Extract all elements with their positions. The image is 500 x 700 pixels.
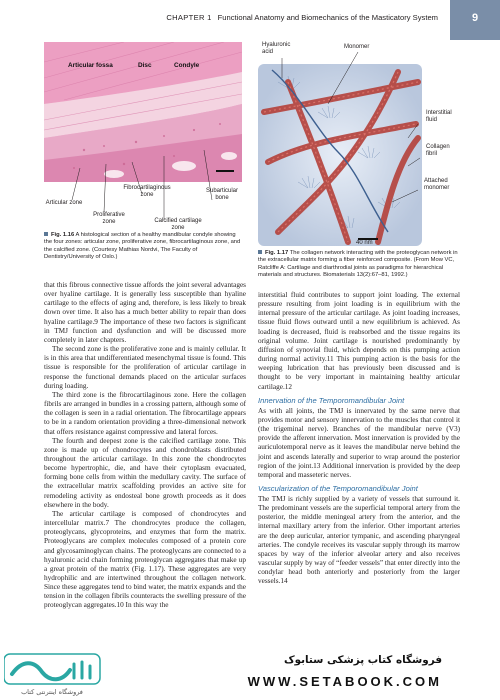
paragraph: The TMJ is richly supplied by a variety of vessels that surround it. The predominant vessels are the superficial temporal artery from the posterior, the middle meningeal artery from the anterior, and the internal maxillary artery from the inferior. Other important arteries are the deep auricular, anterior tympanic, and ascending pharyngeal arteries. The condyle receives its vascular supply through its marrow spaces by way of the inferior alveolar artery and also receives vascular supply by way of “feeder vessels” that enter directly into the condylar head both anteriorly and posteriorly from the larger vessels.14	[258, 494, 460, 586]
chapter-label: CHAPTER 1	[166, 13, 212, 22]
setabook-logo[interactable]	[4, 652, 104, 696]
paragraph: As with all joints, the TMJ is innervated by the same nerve that provides motor and sensory innervation to the muscles that control it (the trigeminal nerve). Branches of the mandibular nerve (V3) provide the afferent innervation. Most innervation is provided by the auriculotemporal nerve as it leaves the mandibular nerve behind the joint and ascends laterally and superior to wrap around the posterior region of the joint.13 Additional innervation is provided by the deep temporal and masseteric nerves.	[258, 406, 460, 479]
label-articular-fossa: Articular fossa	[68, 62, 113, 69]
paragraph: The articular cartilage is composed of chondrocytes and intercellular matrix.7 The chondrocytes produce the collagen, proteoglycans, glycoproteins, and enzymes that form the matrix. Proteoglycans are complex molecules composed of a protein core and glycosaminoglycan chains. The proteoglycans are connected to a hyaluronic acid chain forming proteoglycan aggregates that make up a great protein of the matrix (Fig. 1.17). These aggregates are very hydrophilic and are intertwined throughout the collagen network. Since these aggregates tend to bind water, the matrix expands and the tension in the collagen fibrils counteracts the swelling pressure of the proteoglycan aggregates.10 In this way the	[44, 509, 246, 610]
callout-proliferative-zone: Proliferative zone	[93, 212, 125, 225]
figure-1-17-caption	[258, 250, 458, 280]
callout-hyaluronic-acid-text: Hyaluronic acid	[262, 42, 291, 55]
label-condyle: Condyle	[174, 62, 200, 69]
watermark-footer	[0, 646, 500, 700]
caption-text: The collagen network interacting with the proteoglycan network in the extracellular matrix forming a fiber reinforced composite. (From Mow VC, Ratcliffe A: Cartilage and diarthrodial joints as paradigms for hierarchical materials and structures. Biomaterials 13(2):67–81, 1992.)	[258, 250, 458, 279]
caption-text: A histological section of a healthy mandibular condyle showing the four zones: articular zone, proliferative zone, fibrocartilaginous zone, and the calcified zone. (Courtesy Mathias Nordvi, The Faculty of Dentistry/University of Oslo.)	[44, 232, 241, 261]
page-number: 9	[450, 0, 500, 40]
figure-1-16-caption	[44, 232, 244, 262]
caption-label: Fig. 1.16	[51, 232, 75, 238]
callout-attached-monomer: Attached monomer	[424, 178, 450, 191]
left-text-column	[44, 281, 246, 611]
running-head	[166, 13, 438, 22]
paragraph: that this fibrous connective tissue affords the joint several advantages over hyaline cartilage. It is generally less susceptible than hyaline cartilage to the effects of aging and, therefore, is less likely to break down over time. It also has a much better ability to repair than does hyaline cartilage.9 The importance of these two factors is significant in TMJ function and dysfunction and will be discussed more completely in later chapters.	[44, 281, 246, 344]
callout-articular-zone: Articular zone	[45, 200, 83, 206]
paragraph: The second zone is the proliferative zone and is mainly cellular. It is in this area that undifferentiated mesenchymal tissue is found. This tissue is responsible for the proliferation of articular cartilage in response the functional demands placed on the articular surfaces during loading.	[44, 345, 246, 390]
logo-subtext: فروشگاه اینترنتی کتاب	[21, 688, 83, 696]
caption-label: Fig. 1.17	[265, 250, 289, 256]
site-url-link[interactable]: WWW.SETABOOK.COM	[247, 674, 442, 689]
callout-hyaluronic-acid	[262, 42, 296, 56]
label-disc: Disc	[138, 62, 152, 69]
paragraph: The third zone is the fibrocartilaginous zone. Here the collagen fibrils are arranged in bundles in a crossing pattern, although some of the collagen is seen in a radial orientation. The fibrocartilage appears to be in a random orientation providing a three-dimensional network that offers resistance against compressive and lateral forces.	[44, 390, 246, 436]
right-text-column	[258, 291, 460, 587]
page-header	[0, 0, 500, 40]
caption-bullet-icon	[258, 250, 262, 254]
figure-1-16	[44, 42, 244, 234]
caption-bullet-icon	[44, 232, 48, 236]
callout-collagen-fibril: Collagen fibril	[426, 144, 450, 157]
store-title: فروشگاه کتاب پزشکی ستابوک	[283, 654, 442, 666]
callout-scale-bar: 40 nm	[356, 240, 373, 246]
callout-interstitial-fluid: Interstitial fluid	[426, 110, 452, 123]
paragraph: interstitial fluid contributes to support joint loading. The external pressure resulting from joint loading is in equilibrium with the internal pressure of the articular cartilage. As joint loading increases, tissue fluid flows outward until a new equilibrium is achieved. As loading is decreased, fluid is reabsorbed and the tissue regains its original volume. Joint cartilage is nourished predominantly by diffusion of synovial fluid, which depends on this pumping action during normal activity.11 This pumping action is the basis for the weeping lubrication that has previously been discussed and is thought to be very important in maintaining healthy articular cartilage.12	[258, 291, 460, 391]
chapter-title: Functional Anatomy and Biomechanics of the Masticatory System	[217, 13, 438, 22]
callout-fibrocartilaginous-zone: Fibrocartilaginous zone	[123, 185, 171, 198]
section-heading: Vascularization of the Temporomandibular Joint	[258, 483, 418, 493]
logo-icon	[4, 652, 104, 696]
paragraph: The fourth and deepest zone is the calcified cartilage zone. This zone is made up of chondrocytes and chondroblasts distributed throughout the articular cartilage. In this zone the chondrocytes become hypertrophic, die, and have their cytoplasm evacuated, forming bone cells from within the medullary cavity. The surface of the extracellular matrix scaffolding provides an active site for remodeling activity as endosteal bone growth proceeds as it does elsewhere in the body.	[44, 436, 246, 509]
figure-1-17	[258, 42, 456, 248]
callout-calcified-cartilage-zone: Calcified cartilage zone	[154, 218, 202, 231]
callout-subarticular-bone: Subarticular bone	[205, 188, 238, 201]
section-heading: Innervation of the Temporomandibular Joint	[258, 395, 405, 405]
callout-monomer: Monomer	[344, 44, 370, 50]
